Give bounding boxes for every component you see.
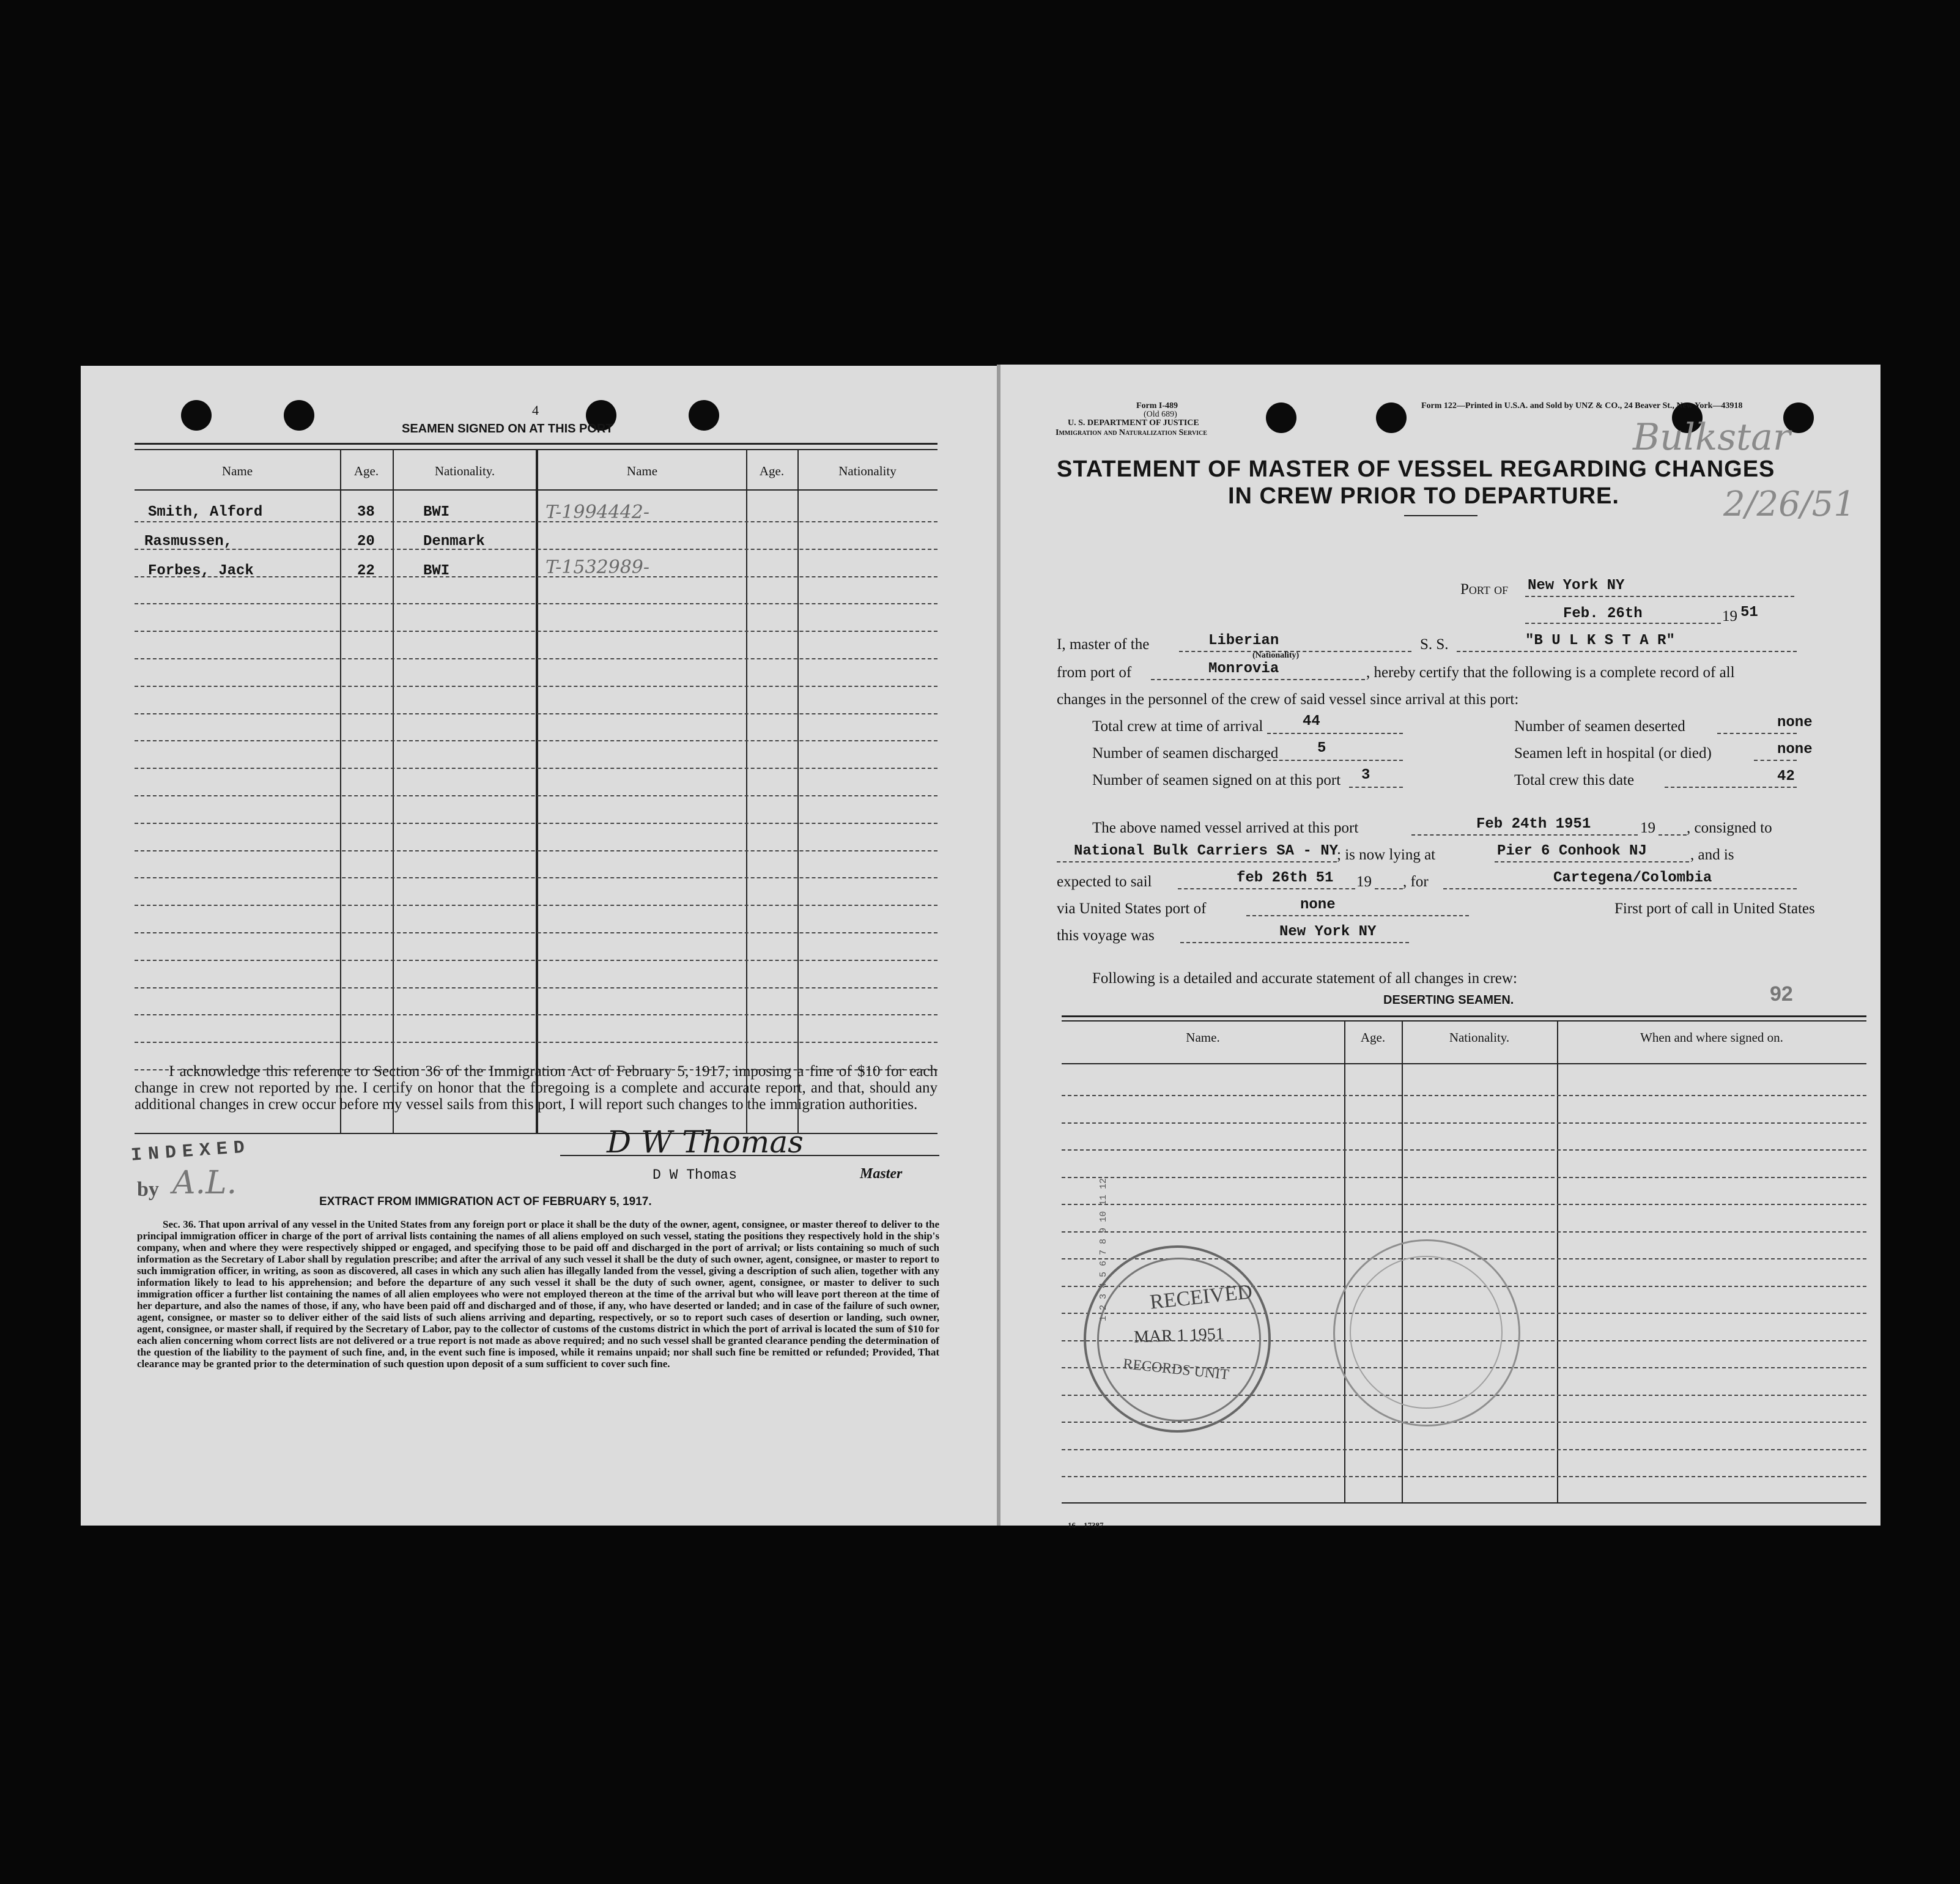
hospital-label: Seamen left in hospital (or died) — [1514, 745, 1712, 762]
voyage-label: this voyage was — [1057, 927, 1155, 944]
table-row-rule — [135, 686, 937, 687]
table-row-note: T-1994442- — [545, 502, 650, 523]
table-row-rule — [1062, 1204, 1866, 1205]
deserted-label: Number of seamen deserted — [1514, 718, 1685, 735]
expected-year: 19 — [1356, 873, 1372, 890]
printer-line: Form 122—Printed in U.S.A. and Sold by UNZ & CO., 24 Beaver St., New York—43918 — [1421, 401, 1743, 410]
certify-text: , hereby certify that the following is a complete record of all — [1366, 664, 1735, 681]
year-prefix: 19 — [1722, 608, 1737, 625]
table-row-rule — [135, 521, 937, 522]
acknowledgement-text: I acknowledge this reference to Section 36 of the Immigration Act of February 5, 1917, imposing a fine of $10 for each change in crew not reported by me. I certify on honor that the foregoing is a complete and accurate report, and that, should any additional changes in crew occur before my vessel sails from this port, I will report such changes to the immigration authorities. — [135, 1063, 937, 1113]
stamp-received-label: RECEIVED — [1148, 1280, 1254, 1314]
vessel-name: "B U L K S T A R" — [1525, 632, 1675, 649]
punch-hole — [284, 400, 314, 431]
punch-hole — [1376, 402, 1407, 433]
table-row-note: T-1532989- — [545, 557, 650, 578]
first-port-label: First port of call in United States — [1614, 900, 1815, 917]
via-value: none — [1300, 897, 1336, 913]
section-title: SEAMEN SIGNED ON AT THIS PORT — [402, 422, 613, 436]
table-row-age: 22 — [357, 563, 375, 579]
nationality-value: Liberian — [1208, 632, 1279, 649]
form-title-line-2: IN CREW PRIOR TO DEPARTURE. — [1228, 483, 1619, 509]
table-row-rule — [135, 549, 937, 550]
table-row-rule — [135, 658, 937, 659]
table-row-rule — [1062, 1122, 1866, 1124]
col-header-name: Name — [221, 464, 253, 478]
col-header-name-2: Name — [626, 464, 658, 478]
arrived-year: 19 — [1640, 820, 1655, 836]
extract-title: EXTRACT FROM IMMIGRATION ACT OF FEBRUARY 5, 1917. — [319, 1195, 652, 1208]
form-number: Form I-489 — [1136, 401, 1178, 410]
port-value: New York NY — [1528, 577, 1625, 594]
table-row-rule — [135, 795, 937, 796]
form-old-number: (Old 689) — [1144, 410, 1177, 419]
punch-hole — [181, 400, 212, 431]
right-page — [1000, 365, 1880, 1530]
col-header-nationality-2: Nationality — [838, 464, 897, 478]
total-date-label: Total crew this date — [1514, 772, 1635, 788]
master-label: I, master of the — [1057, 636, 1150, 653]
col-header-nationality: Nationality. — [434, 464, 495, 478]
lying-label: ; is now lying at — [1337, 847, 1436, 863]
table-row-name: Rasmussen, — [144, 533, 233, 550]
table-row-age: 20 — [357, 533, 375, 550]
col-header-name: Name. — [1186, 1030, 1220, 1045]
punch-hole — [1266, 402, 1296, 433]
date-value: Feb. 26th — [1563, 606, 1643, 622]
from-port-label: from port of — [1057, 664, 1132, 681]
faded-stamp — [1333, 1239, 1520, 1426]
form-title-line-1: STATEMENT OF MASTER OF VESSEL REGARDING CHANGES — [1057, 456, 1775, 482]
table-row-rule — [135, 823, 937, 824]
table-row-rule — [1062, 1476, 1866, 1477]
lying-value: Pier 6 Conhook NJ — [1497, 843, 1647, 859]
col-header-age: Age. — [1360, 1030, 1386, 1045]
stamp-ring-numbers: 1 2 3 4 5 6 7 8 9 10 11 12 — [1098, 1178, 1109, 1321]
received-stamp — [1084, 1178, 1271, 1433]
master-signature: D W Thomas — [607, 1124, 804, 1160]
indexed-stamp: INDEXED — [130, 1137, 251, 1166]
from-port-value: Monrovia — [1208, 661, 1279, 677]
arrived-label: The above named vessel arrived at this port — [1092, 820, 1359, 836]
table-row-rule — [135, 932, 937, 933]
total-date-value: 42 — [1777, 768, 1795, 785]
table-row-rule — [135, 576, 937, 577]
indexed-initials: A.L. — [172, 1165, 237, 1201]
total-crew-label: Total crew at time of arrival — [1092, 718, 1263, 735]
table-row-rule — [135, 740, 937, 741]
col-header-nationality: Nationality. — [1449, 1030, 1510, 1045]
via-label: via United States port of — [1057, 900, 1207, 917]
signed-on-value: 3 — [1361, 767, 1370, 784]
table-row-rule — [135, 768, 937, 769]
nationality-caption: (Nationality) — [1252, 651, 1300, 660]
signed-on-label: Number of seamen signed on at this port — [1092, 772, 1341, 788]
col-header-signed-on: When and where signed on. — [1640, 1030, 1783, 1045]
year-value: 51 — [1740, 604, 1758, 621]
table-row-rule — [135, 905, 937, 906]
table-row-rule — [1062, 1095, 1866, 1096]
ss-label: S. S. — [1420, 636, 1449, 653]
table-row-nationality: BWI — [423, 563, 450, 579]
voyage-value: New York NY — [1279, 924, 1377, 940]
table-row-rule — [135, 960, 937, 961]
col-header-age-2: Age. — [759, 464, 785, 478]
table-row-rule — [1062, 1149, 1866, 1151]
indexed-by-label: by — [137, 1178, 159, 1201]
col-header-age: Age. — [353, 464, 379, 478]
table-row-rule — [1062, 1177, 1866, 1178]
table-row-name: Smith, Alford — [148, 504, 263, 521]
signer-title: Master — [860, 1166, 903, 1182]
stamp-unit: RECORDS UNIT — [1122, 1356, 1230, 1384]
service-name: Immigration and Naturalization Service — [1056, 428, 1207, 437]
expected-value: feb 26th 51 — [1237, 870, 1334, 886]
and-is-text: , and is — [1690, 847, 1734, 863]
table-row-rule — [1062, 1231, 1866, 1233]
table-row-rule — [135, 1014, 937, 1015]
page-stamp-number: 92 — [1770, 982, 1793, 1006]
page-number: 4 — [532, 402, 539, 418]
table-row-rule — [135, 1042, 937, 1043]
hospital-value: none — [1777, 741, 1813, 758]
consigned-label: , consigned to — [1687, 820, 1772, 836]
table-row-rule — [1062, 1449, 1866, 1450]
punch-hole — [689, 400, 719, 431]
table-row-rule — [135, 713, 937, 714]
handwritten-vessel-name: Bulkstar — [1633, 416, 1791, 459]
table-row-rule — [135, 631, 937, 632]
stamp-date: MAR 1 1951 — [1133, 1324, 1225, 1347]
table-row-name: Forbes, Jack — [148, 563, 254, 579]
discharged-value: 5 — [1317, 740, 1326, 757]
table-row-age: 38 — [357, 504, 375, 521]
for-label: , for — [1403, 873, 1429, 890]
table-row-rule — [135, 850, 937, 851]
left-page — [81, 366, 997, 1526]
deserting-title: DESERTING SEAMEN. — [1383, 993, 1514, 1007]
footer-form-code: 16—17387 — [1068, 1521, 1104, 1530]
signer-name: D W Thomas — [653, 1167, 738, 1183]
extract-text: Sec. 36. That upon arrival of any vessel in the United States from any foreign port or place it shall be the duty of the owner, agent, consignee, or master thereof to deliver to the principal immigration officer in charge of the port of arrival lists containing the names of all aliens employed on such vessel, stating the positions they respectively hold in the ship's company, when and where they were respectively shipped or engaged, and specifying those to be paid off and discharged in the port of arrival; or lists containing so much of such information as the Secretary of Labor shall by regulation prescribe; and after the arrival of any such vessel it shall be the duty of such owner, agent, consignee, or master to report to such immigration officer, in writing, as soon as discovered, all cases in which any such alien has illegally landed from the vessel, giving a description of such alien, together with any information likely to lead to his apprehension; and before the departure of any such vessel it shall be the duty of such owner, agent, consignee, or master to deliver to such immigration officer a further list containing the names of all alien employees who were not employed thereon at the time of the arrival but who will leave port thereon at the time of her departure, and also the names of those, if any, who have been paid off and discharged and of those, if any, who have deserted or landed; and in case of the failure of such owner, agent, consignee, or master so to deliver either of the said lists of such aliens arriving and departing, respectively, or so to report such cases of desertion or landing, such owner, agent, consignee, or master shall, if required by the Secretary of Labor, pay to the collector of customs of the customs district in which the port of arrival is located the sum of $10 for each alien concerning whom correct lists are not delivered or a true report is not made as above required; and no such vessel shall be granted clearance pending the determination of the question of the liability to the payment of such fine, and, in the event such fine is imposed, while it remains unpaid; nor shall such fine be remitted or refunded; Provided, That clearance may be granted prior to the determination of such question upon deposit of a sum sufficient to cover such fine. — [137, 1218, 939, 1370]
arrived-value: Feb 24th 1951 — [1476, 816, 1591, 833]
destination-value: Cartegena/Colombia — [1553, 870, 1712, 886]
table-row-rule — [135, 987, 937, 988]
table-row-rule — [135, 603, 937, 604]
department-name: U. S. DEPARTMENT OF JUSTICE — [1068, 418, 1199, 428]
consignee-value: National Bulk Carriers SA - NY — [1074, 843, 1339, 859]
table-row-nationality: BWI — [423, 504, 450, 521]
deserted-value: none — [1777, 714, 1813, 731]
port-label: Port of — [1460, 581, 1509, 598]
discharged-label: Number of seamen discharged — [1092, 745, 1279, 762]
changes-text: changes in the personnel of the crew of said vessel since arrival at this port: — [1057, 691, 1519, 708]
following-text: Following is a detailed and accurate statement of all changes in crew: — [1092, 970, 1517, 987]
table-row-nationality: Denmark — [423, 533, 485, 550]
expected-label: expected to sail — [1057, 873, 1152, 890]
table-row-rule — [135, 877, 937, 878]
total-crew-value: 44 — [1303, 713, 1320, 730]
handwritten-date: 2/26/51 — [1723, 484, 1855, 524]
